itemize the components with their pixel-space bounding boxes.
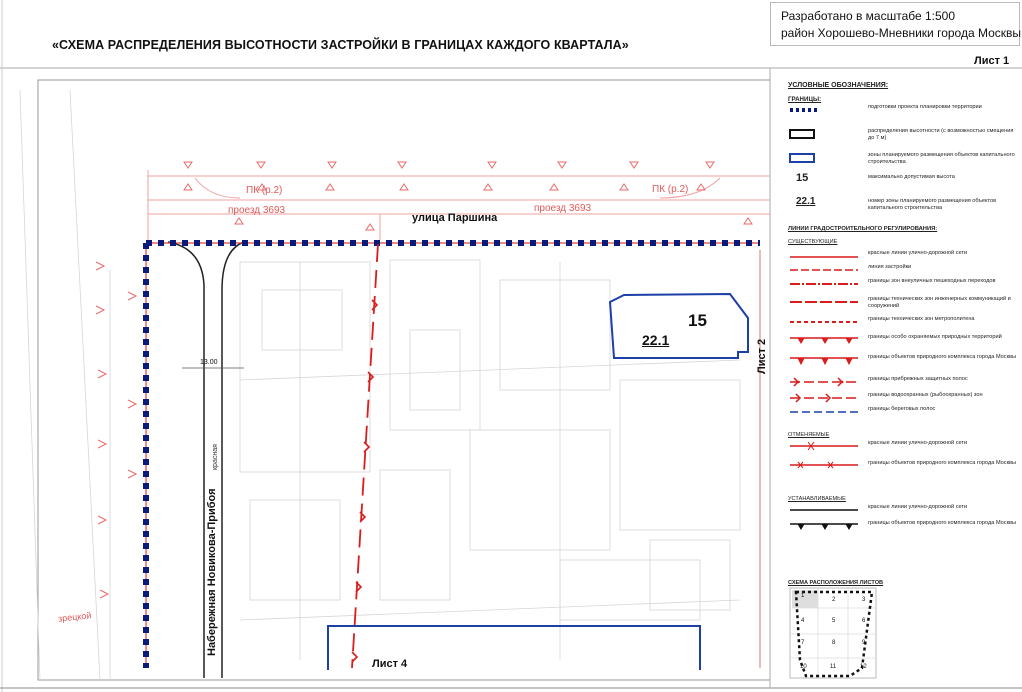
sheet-number[interactable]: 1 — [801, 593, 805, 599]
legend-item: границы особо охраняемых природных территорий — [788, 334, 1020, 348]
scale-note: Разработано в масштабе 1:500 — [781, 9, 956, 23]
legend-item: границы береговых полос — [868, 406, 936, 412]
street-note: красная — [212, 444, 219, 470]
road-label-2: проезд 3693 — [534, 203, 592, 214]
legend-item: границы объектов природного комплекса города Москвы — [788, 460, 1020, 474]
red-dashed-line — [352, 244, 378, 668]
sheet-number[interactable]: 10 — [800, 664, 807, 670]
sheets-scheme-title: СХЕМА РАСПОЛОЖЕНИЯ ЛИСТОВ — [788, 580, 884, 586]
legend — [788, 80, 1020, 680]
zone-22-1-outline — [610, 294, 748, 358]
planning-boundary — [146, 243, 760, 668]
sheet-number[interactable]: 3 — [862, 597, 866, 603]
pk-label-2: ПК (р.2) — [652, 184, 689, 195]
sheet-link-bottom[interactable]: Лист 4 — [372, 658, 408, 670]
sheet-number[interactable]: 8 — [832, 640, 836, 646]
legend-boundaries-heading: ГРАНИЦЫ: — [788, 96, 822, 103]
sheet-label: Лист 1 — [974, 55, 1010, 67]
legend-item: границы прибрежных защитных полос — [788, 376, 1020, 390]
page-title: «СХЕМА РАСПРЕДЕЛЕНИЯ ВЫСОТНОСТИ ЗАСТРОЙКИ В ГРАНИЦАХ КАЖДОГО КВАРТАЛА» — [52, 38, 629, 52]
legend-item: границы водоохранных (рыбоохранных) зон — [788, 392, 1020, 406]
legend-item: границы зон внеуличных пешеходных переходов — [868, 278, 996, 284]
width-dimension-label: 13.00 — [200, 359, 218, 366]
legend-item: распределения высотности (с возможностью смещения до 7 м) — [788, 128, 1020, 142]
sheet-number[interactable]: 6 — [862, 618, 866, 624]
sheet-number[interactable]: 7 — [801, 640, 805, 646]
sheet-number[interactable]: 2 — [832, 597, 836, 603]
street-label-parshina: улица Паршина — [412, 212, 498, 224]
base-map — [20, 90, 740, 680]
legend-item: границы объектов природного комплекса города Москвы — [788, 354, 1020, 368]
legend-established-heading: УСТАНАВЛИВАЕМЫЕ — [788, 496, 846, 502]
district-note: район Хорошево-Мневники города Москвы — [781, 26, 1022, 40]
legend-item: границы объектов природного комплекса города Москвы — [788, 520, 1020, 534]
legend-item: границы технических зон инженерных коммуникаций и сооружений — [868, 296, 1011, 309]
sheet-number[interactable]: 5 — [832, 618, 836, 624]
legend-title: УСЛОВНЫЕ ОБОЗНАЧЕНИЯ: — [788, 82, 889, 89]
sheet-number[interactable]: 11 — [830, 664, 837, 670]
legend-item: подготовки проекта планировки территории — [868, 104, 982, 110]
sheet-number[interactable]: 12 — [860, 664, 867, 670]
legend-cancelled-heading: ОТМЕНЯЕМЫЕ — [788, 432, 830, 438]
legend-regulation-heading: ЛИНИИ ГРАДОСТРОИТЕЛЬНОГО РЕГУЛИРОВАНИЯ: — [788, 226, 938, 232]
street-label-embankment: Набережная Новикова-Прибоя — [206, 488, 218, 656]
legend-item: границы технических зон метрополитена — [868, 316, 975, 322]
left-fragment-label: зрецкой — [57, 610, 92, 624]
legend-item: красные линии улично-дорожной сети — [868, 504, 968, 510]
road-label-1: проезд 3693 — [228, 205, 286, 216]
sheet-link-right[interactable]: Лист 2 — [756, 338, 768, 374]
legend-item: красные линии улично-дорожной сети — [788, 440, 1020, 454]
legend-item: 15 максимально допустимая высота — [796, 172, 955, 184]
left-markers — [96, 262, 136, 598]
legend-existing-heading: СУЩЕСТВУЮЩИЕ — [788, 239, 838, 245]
sheet-number[interactable]: 4 — [801, 618, 805, 624]
zone-height-label: 15 — [688, 311, 707, 330]
legend-item: зоны планируемого размещения объектов капитального строительства — [788, 152, 1020, 166]
sheet-number[interactable]: 9 — [862, 640, 866, 646]
legend-item: 22.1 номер зоны планируемого размещения объектов капитального строительства — [796, 196, 997, 211]
legend-item: красные линии улично-дорожной сети — [868, 250, 968, 256]
legend-item: линия застройки — [868, 264, 912, 270]
zone-number-label: 22.1 — [642, 332, 670, 348]
pk-label-1: ПК (р.2) — [246, 185, 283, 196]
